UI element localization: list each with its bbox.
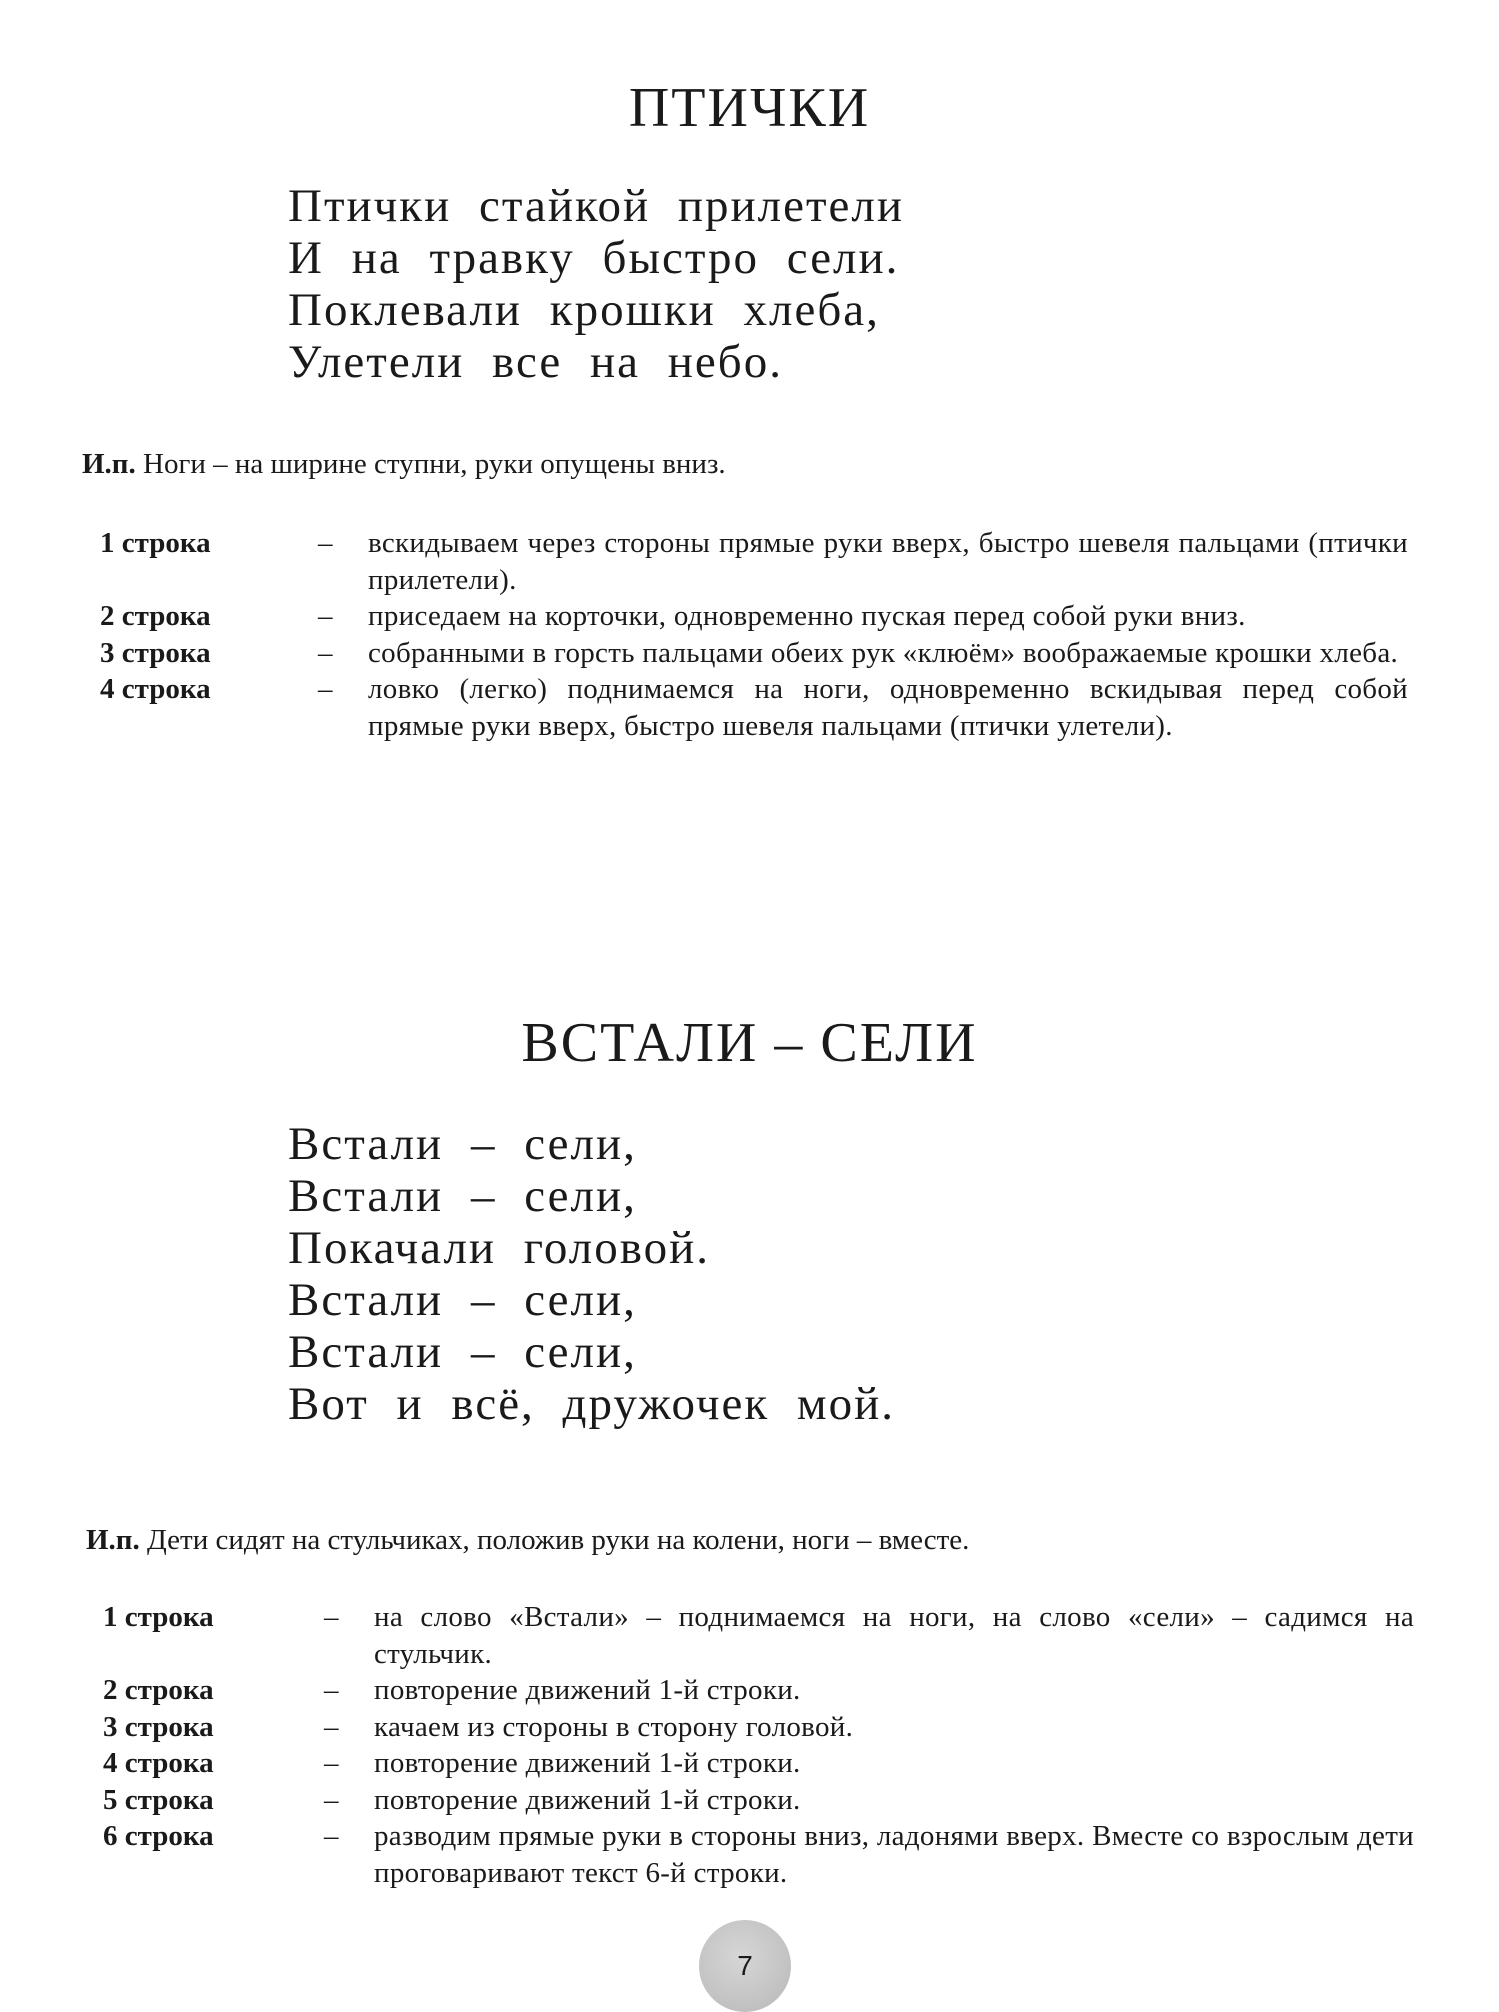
- starting-position-label: И.п.: [82, 448, 136, 480]
- poem-line: Встали – сели,: [288, 1170, 637, 1222]
- movement-row: [0, 1709, 1499, 1746]
- row-dash: –: [318, 527, 333, 559]
- row-label: 6 строка: [103, 1820, 214, 1852]
- starting-position-ptichki: [82, 446, 726, 482]
- movement-rows-vstali-seli: [0, 1599, 1499, 1891]
- row-text: разводим прямые руки в стороны вниз, ладонями вверх. Вместе со взрослым дети проговаривают текст 6-й строки.: [374, 1820, 1414, 1889]
- row-dash: –: [324, 1710, 339, 1743]
- poem-line: Птички стайкой прилетели: [288, 180, 904, 232]
- poem-ptichki: [288, 180, 904, 388]
- poem-line: Вот и всё, дружочек мой.: [288, 1378, 896, 1430]
- row-dash: –: [324, 1820, 339, 1852]
- page-number-text: 7: [737, 1950, 753, 1981]
- starting-position-vstali-seli: [86, 1522, 969, 1558]
- row-text: повторение движений 1-й строки.: [374, 1674, 801, 1706]
- poem-line: И на травку быстро сели.: [288, 232, 900, 284]
- row-dash: –: [324, 1783, 339, 1816]
- row-text: собранными в горсть пальцами обеих рук «клюём» воображаемые крошки хлеба.: [368, 636, 1399, 669]
- row-text: вскидываем через стороны прямые руки вверх, быстро шевеля пальцами (птички прилетели).: [368, 527, 1408, 596]
- movement-row: [0, 635, 1499, 672]
- poem-vstali-seli: [288, 1118, 895, 1430]
- movement-row: [0, 1599, 1499, 1672]
- poem-line: Встали – сели,: [288, 1118, 637, 1170]
- starting-position-label: И.п.: [86, 1524, 140, 1556]
- row-label: 1 строка: [103, 1601, 214, 1633]
- row-label: 1 строка: [100, 527, 211, 559]
- row-text: повторение движений 1-й строки.: [374, 1747, 801, 1779]
- movement-row: [0, 525, 1499, 598]
- movement-row: [0, 671, 1499, 744]
- row-label: 4 строка: [100, 673, 211, 705]
- row-text: приседаем на корточки, одновременно пуская перед собой руки вниз.: [368, 600, 1246, 632]
- row-dash: –: [324, 1601, 339, 1633]
- row-label: 2 строка: [100, 600, 211, 632]
- row-dash: –: [318, 673, 333, 705]
- row-dash: –: [318, 636, 333, 669]
- row-label: 4 строка: [103, 1747, 214, 1779]
- row-text: повторение движений 1-й строки.: [374, 1783, 801, 1816]
- poem-line: Встали – сели,: [288, 1326, 637, 1378]
- row-text: качаем из стороны в сторону головой.: [374, 1710, 854, 1743]
- poem-line: Улетели все на небо.: [288, 336, 783, 388]
- row-dash: –: [324, 1747, 339, 1779]
- starting-position-text: Ноги – на ширине ступни, руки опущены вниз.: [135, 448, 726, 480]
- row-label: 2 строка: [103, 1674, 214, 1706]
- poem-line: Поклевали крошки хлеба,: [288, 284, 880, 336]
- row-label: 3 строка: [103, 1710, 214, 1743]
- movement-row: [0, 1672, 1499, 1709]
- row-text: ловко (легко) поднимаемся на ноги, одновременно вскидывая перед собой прямые руки вверх, быстро шевеля пальцами (птички улетели).: [368, 673, 1408, 742]
- row-dash: –: [318, 600, 333, 632]
- page-number: [699, 1920, 791, 2012]
- movement-row: [0, 1745, 1499, 1782]
- movement-row: [0, 1782, 1499, 1819]
- movement-row: [0, 598, 1499, 635]
- movement-rows-ptichki: [0, 525, 1499, 744]
- row-dash: –: [324, 1674, 339, 1706]
- section-title-vstali-seli: ВСТАЛИ – СЕЛИ: [521, 1012, 978, 1074]
- poem-line: Встали – сели,: [288, 1274, 637, 1326]
- movement-row: [0, 1818, 1499, 1891]
- starting-position-text: Дети сидят на стульчиках, положив руки на колени, ноги – вместе.: [139, 1524, 970, 1556]
- row-label: 3 строка: [100, 636, 211, 669]
- section-title-ptichki: ПТИЧКИ: [628, 77, 871, 139]
- row-label: 5 строка: [103, 1783, 214, 1816]
- poem-line: Покачали головой.: [288, 1222, 711, 1274]
- row-text: на слово «Встали» – поднимаемся на ноги, на слово «сели» – садимся на стульчик.: [374, 1601, 1414, 1670]
